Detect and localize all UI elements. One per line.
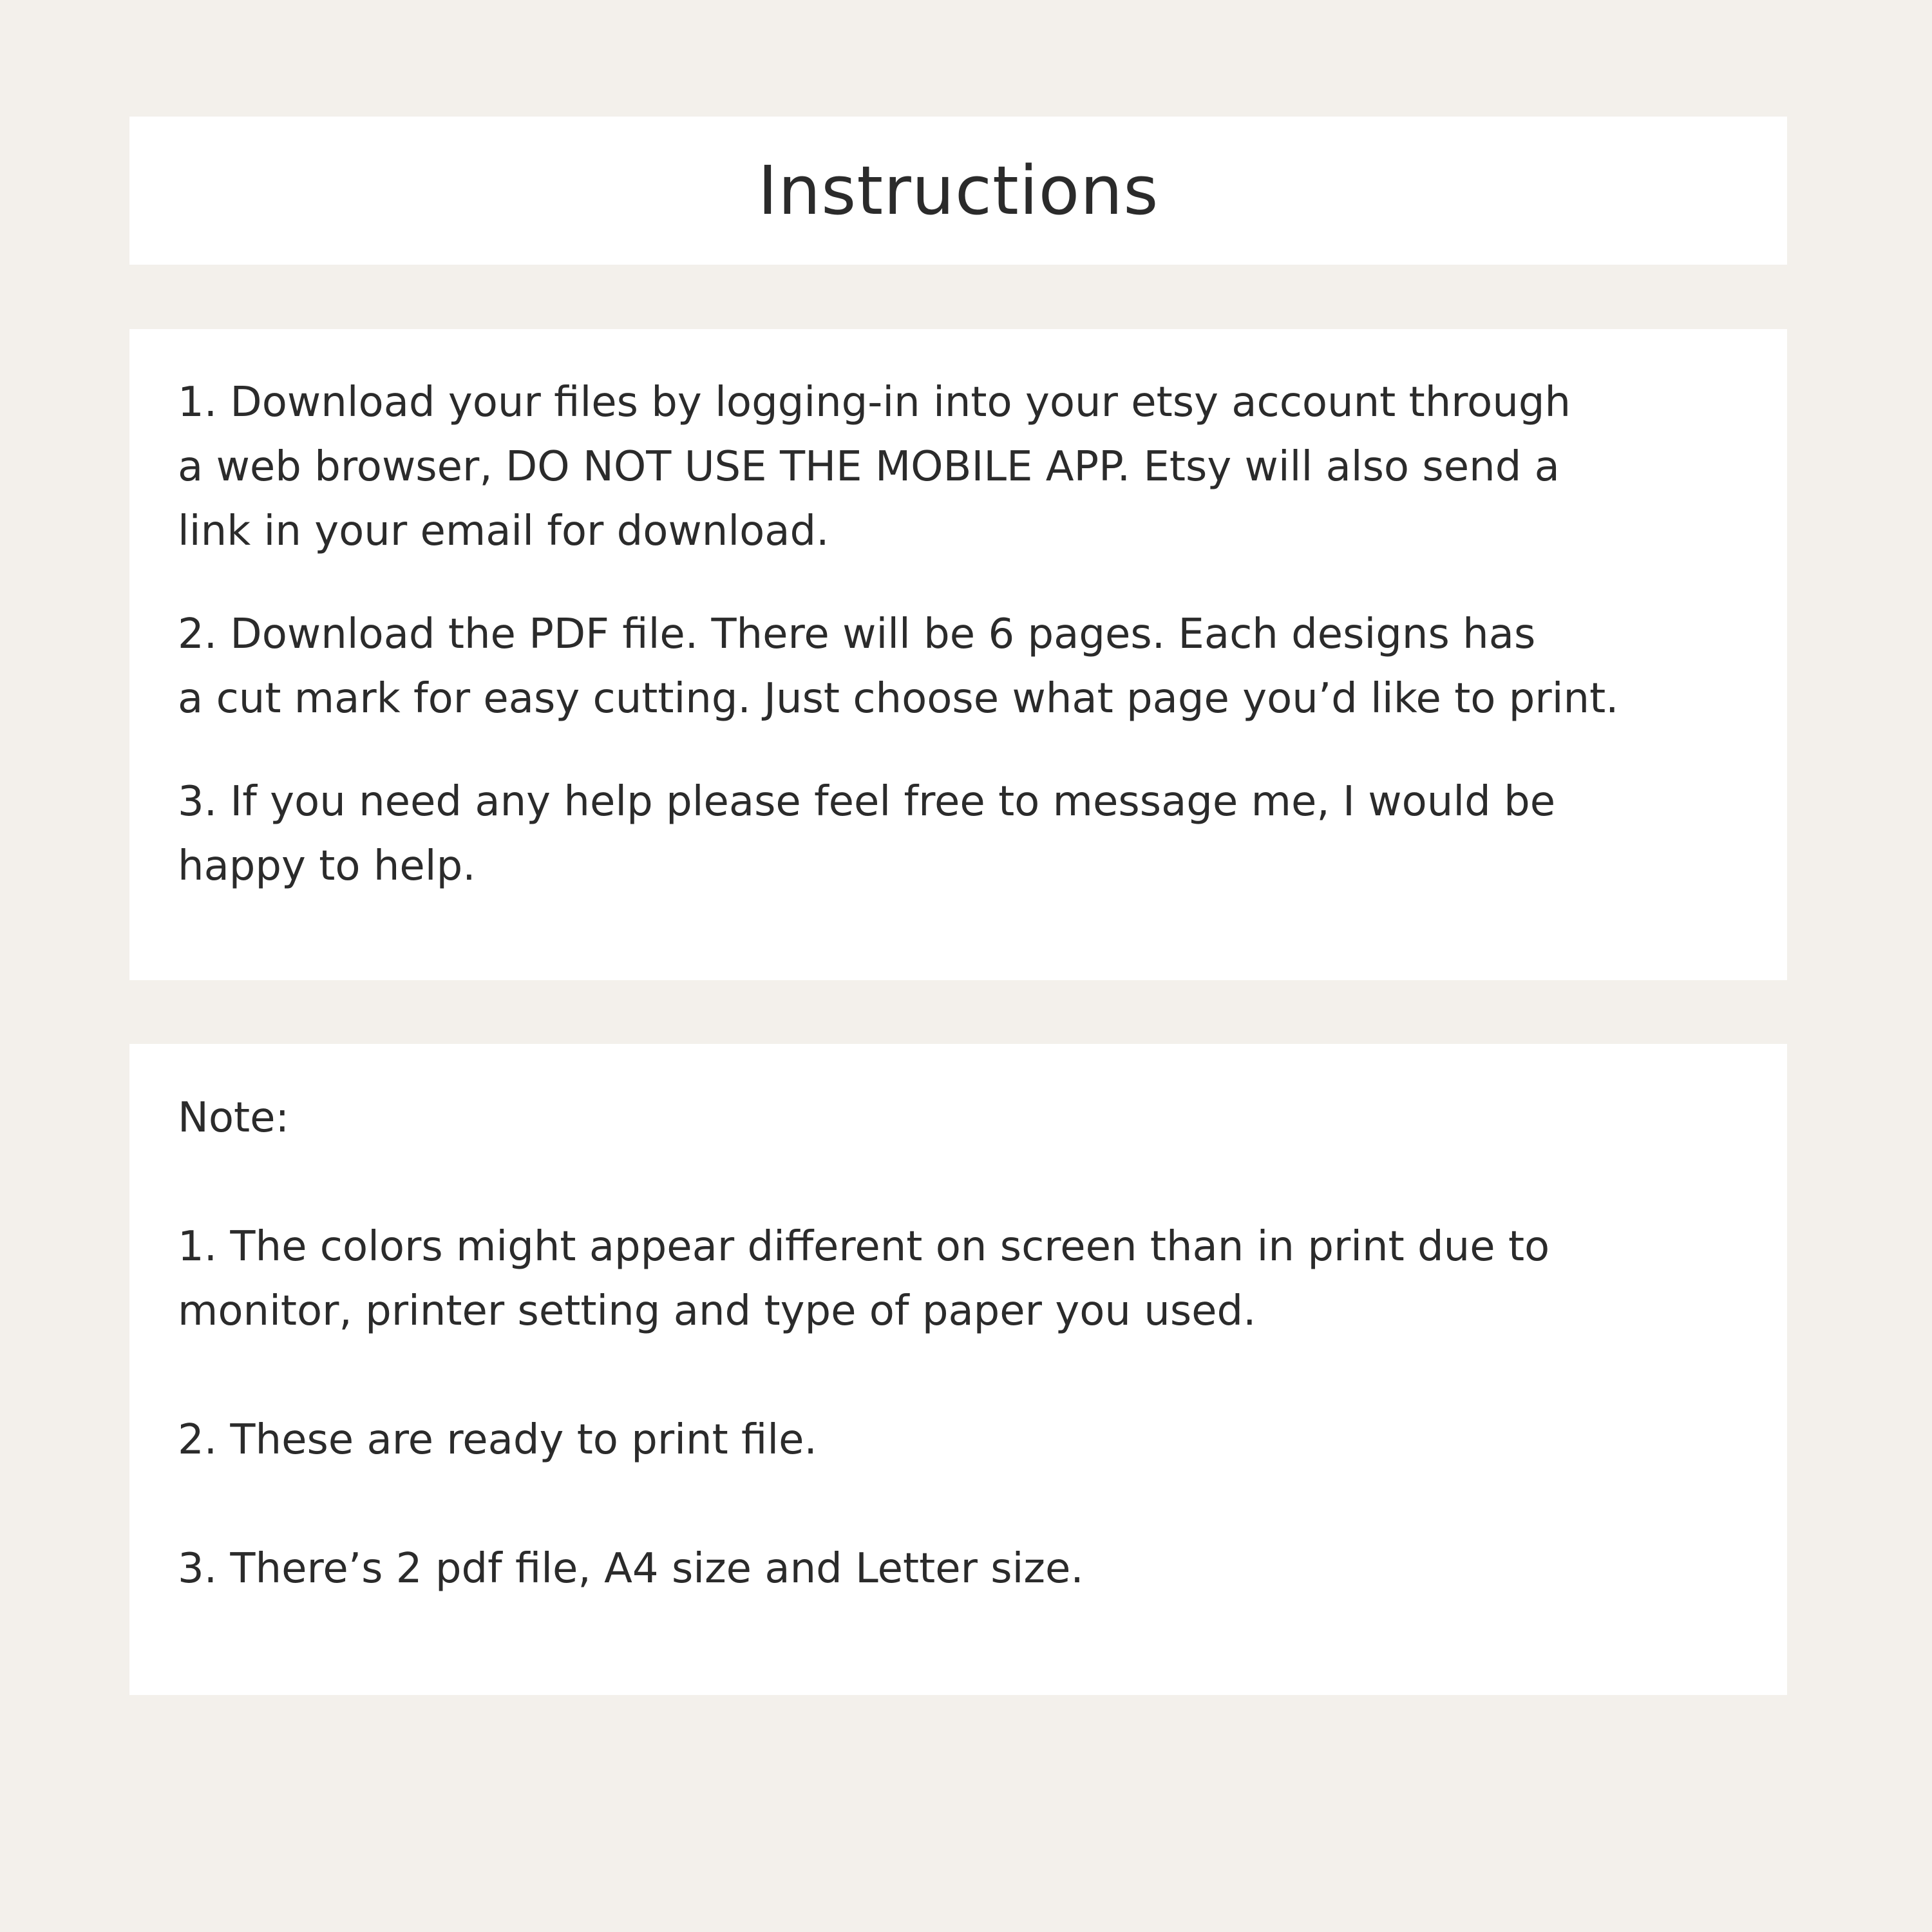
note-item: 2. These are ready to print file. [178,1416,817,1464]
instruction-step: 2. Download the PDF file. There will be 6 pages. Each designs has a cut mark for easy cutting. Just choose what page you’d like to print. [178,611,1619,723]
title-card [129,117,1787,265]
note-item: 1. The colors might appear different on screen than in print due to monitor, printer setting and type of paper you used. [178,1223,1550,1335]
notes-card [129,1044,1787,1695]
page-title: Instructions [757,151,1159,230]
notes-heading: Note: [178,1094,290,1142]
instructions-card [129,329,1787,980]
note-item: 3. There’s 2 pdf file, A4 size and Letter size. [178,1545,1084,1593]
instruction-step: 3. If you need any help please feel free to message me, I would be happy to help. [178,778,1556,890]
instruction-step: 1. Download your files by logging-in into your etsy account through a web browser, DO NOT USE THE MOBILE APP. Etsy will also send a link in your email for download. [178,379,1571,555]
